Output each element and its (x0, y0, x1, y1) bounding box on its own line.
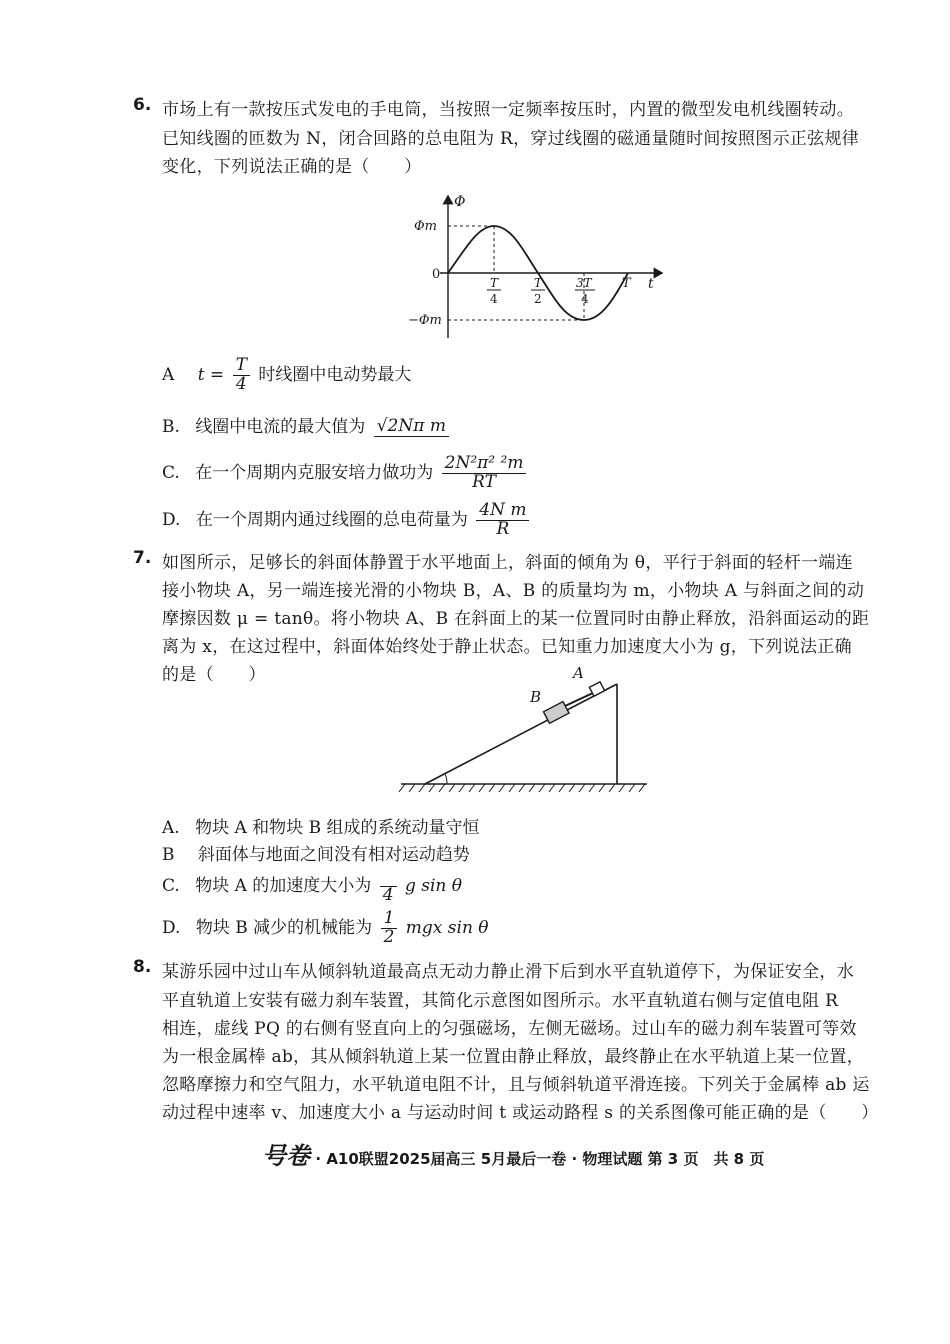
theta-angle-arc (445, 774, 447, 784)
tick-t: T (622, 276, 631, 291)
q7-line-1: 如图所示，足够长的斜面体静置于水平地面上，斜面的倾角为 θ，平行于斜面的轻杆一端连 (162, 553, 853, 573)
tick-t4-den: 4 (490, 292, 498, 306)
q6-option-d (162, 502, 532, 539)
q7-option-c-pre: 物块 A 的加速度大小为 (195, 875, 372, 896)
q6-line-1: 市场上有一款按压式发电的手电筒，当按照一定频率按压时，内置的微型发电机线圈转动。 (162, 100, 854, 120)
flux-sine-graph (400, 188, 670, 338)
q6-option-a-letter: A (162, 364, 175, 385)
q8-line-4: 为一根金属棒 ab，其从倾斜轨道上某一位置由静止释放，最终静止在水平轨道上某一位置， (162, 1047, 865, 1067)
footer-text: · A10联盟2025届高三 5月最后一卷 · 物理试题 第 3 页 共 8 页 (315, 1150, 765, 1168)
ground-hatching (399, 784, 645, 792)
q6-option-a-pre: t = (197, 364, 225, 385)
q7-option-d-post: mgx sin θ (405, 917, 489, 938)
q6-option-d-pre: 在一个周期内通过线圈的总电荷量为 (195, 509, 468, 530)
q8-line-2: 平直轨道上安装有磁力刹车装置，其简化示意图如图所示。水平直轨道右侧与定值电阻 R (162, 991, 839, 1011)
q6-option-a-fraction: $\frac{T}{4}$ (233, 357, 250, 394)
q6-option-b-fraction: √2Nπ m (374, 418, 449, 437)
q6-number: 6. (133, 95, 152, 115)
q7-option-a (162, 813, 479, 838)
page-footer (262, 1136, 764, 1171)
tick-t4-num: T (490, 276, 499, 290)
q7-option-b-letter: B (162, 845, 175, 865)
tick-3t4-num: 3T (576, 276, 592, 290)
tick-3t4-den: 4 (581, 292, 589, 306)
neg-phi-m-label: −Φm (408, 313, 442, 328)
q7-number: 7. (133, 548, 152, 568)
block-a-label: A (573, 664, 584, 682)
q7-option-c-post: g sin θ (404, 875, 462, 896)
q7-option-c-letter: C. (162, 875, 180, 896)
q7-option-d (162, 910, 489, 947)
q8-line-3: 相连，虚线 PQ 的右侧有竖直向上的匀强磁场，左侧无磁场。过山车的磁力刹车装置可等效 (162, 1019, 857, 1039)
footer-logo: 号卷 (262, 1141, 310, 1170)
q7-option-b-text: 斜面体与地面之间没有相对运动趋势 (197, 845, 470, 865)
q8-line-5: 忽略摩擦力和空气阻力，水平轨道电阻不计，且与倾斜轨道平滑连接。下列关于金属棒 ab 运 (162, 1075, 870, 1095)
q6-line-2: 已知线圈的匝数为 N，闭合回路的总电阻为 R，穿过线圈的磁通量随时间按照图示正弦规律 (162, 129, 860, 149)
q6-line-3: 变化，下列说法正确的是（ ） (162, 157, 422, 177)
q7-option-d-fraction: $\frac{1}{2}$ (381, 910, 398, 947)
q6-option-a-post: 时线圈中电动势最大 (258, 364, 412, 385)
q7-option-a-letter: A. (162, 818, 180, 838)
q6-option-c-fraction: $\frac{\text{2N²π² ²m}}{RT}$ (442, 455, 527, 492)
q6-option-c-letter: C. (162, 462, 180, 483)
q6-option-b (162, 412, 452, 437)
block-b-label: B (530, 688, 542, 706)
q6-option-d-fraction: $\frac{\text{4N m}}{R}$ (476, 502, 529, 539)
q6-option-b-letter: B. (162, 417, 180, 437)
incline-surface (425, 684, 617, 784)
q7-option-d-letter: D. (162, 917, 181, 938)
q7-option-b (162, 840, 470, 865)
q6-option-a (162, 357, 411, 394)
q7-line-3: 摩擦因数 μ = tanθ。将小物块 A、B 在斜面上的某一位置同时由静止释放，沿斜面运动的距 (162, 609, 870, 629)
q7-line-2: 接小物块 A，另一端连接光滑的小物块 B，A、B 的质量均为 m，小物块 A 与斜面之间的动 (162, 581, 865, 601)
q8-number: 8. (133, 957, 152, 977)
q6-option-c-pre: 在一个周期内克服安培力做功为 (195, 462, 434, 483)
q7-line-5: 的是（ ） (162, 665, 266, 685)
tick-t2-den: 2 (534, 292, 542, 306)
q7-option-a-text: 物块 A 和物块 B 组成的系统动量守恒 (195, 818, 480, 838)
phi-m-label: Φm (414, 219, 437, 234)
q6-option-b-pre: 线圈中电流的最大值为 (195, 417, 366, 437)
x-axis-label: t (648, 276, 654, 292)
q7-line-4: 离为 x，在这过程中，斜面体始终处于静止状态。已知重力加速度大小为 g，下列说法正确 (162, 637, 852, 657)
q8-line-1: 某游乐园中过山车从倾斜轨道最高点无动力静止滑下后到水平直轨道停下，为保证安全，水 (162, 962, 854, 982)
q7-option-d-pre: 物块 B 减少的机械能为 (195, 917, 373, 938)
q7-option-c-fraction: 4 (380, 868, 397, 905)
q6-option-d-letter: D. (162, 509, 181, 530)
incline-figure (395, 662, 655, 802)
q6-option-c (162, 455, 529, 492)
q7-option-c (162, 868, 462, 905)
q8-line-6: 动过程中速率 v、加速度大小 a 与运动时间 t 或运动路程 s 的关系图像可能正确的是（ ） (162, 1103, 879, 1123)
tick-t2-num: T (534, 276, 543, 290)
origin-label: 0 (432, 267, 441, 282)
y-axis-label: Φ (454, 194, 466, 210)
